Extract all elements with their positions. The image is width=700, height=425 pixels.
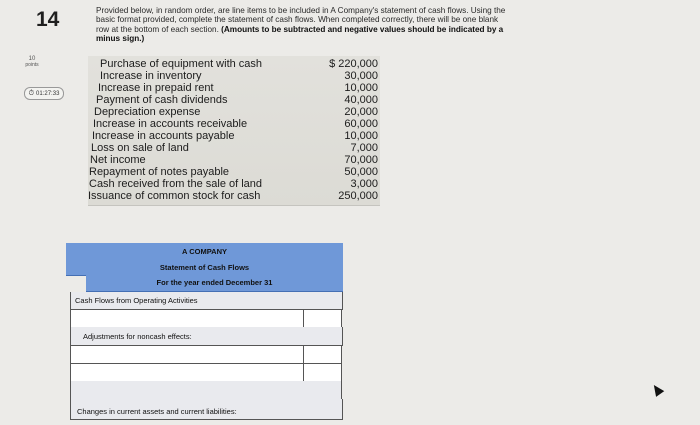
line-item-label: Issuance of common stock for cash — [88, 190, 261, 202]
statement-period: For the year ended December 31 — [86, 275, 343, 292]
statement-company: A COMPANY — [66, 243, 343, 260]
line-item-value: 70,000 — [344, 154, 378, 166]
statement-input-row[interactable] — [70, 345, 342, 365]
amount-cell[interactable] — [303, 364, 304, 382]
instructions-emphasis: (Amounts to be subtracted and negative values should be indicated by a — [221, 24, 504, 34]
points-value: 10 — [28, 56, 36, 62]
line-item-value: 3,000 — [350, 178, 378, 190]
instructions-emphasis: minus sign.) — [96, 34, 145, 44]
line-item-value: 20,000 — [344, 106, 378, 118]
line-item-value: 7,000 — [350, 142, 378, 154]
line-item-value: 30,000 — [344, 70, 378, 82]
question-number: 14 — [36, 8, 60, 31]
line-item-label: Depreciation expense — [94, 106, 201, 118]
line-item-value: 10,000 — [344, 82, 378, 94]
instructions-line — [96, 25, 686, 34]
line-item-label: Increase in inventory — [100, 70, 202, 82]
line-item-value: 40,000 — [344, 94, 378, 106]
line-item-label: Loss on sale of land — [91, 142, 189, 154]
line-item-value: $ 220,000 — [329, 58, 378, 70]
line-item-value: 60,000 — [344, 118, 378, 130]
line-item-label: Increase in accounts receivable — [93, 118, 248, 130]
statement-of-cash-flows — [66, 243, 343, 422]
statement-title: Statement of Cash Flows — [66, 259, 343, 276]
amount-cell[interactable] — [303, 310, 304, 327]
instructions-line: Provided below, in random order, are line items to be included in A Company's statement of cash flows. Using the — [96, 6, 506, 15]
line-item-label: Purchase of equipment with cash — [100, 58, 263, 70]
section-noncash-label: Adjustments for noncash effects: — [70, 327, 343, 346]
line-item-label: Cash received from the sale of land — [89, 178, 263, 190]
line-item-label: Increase in accounts payable — [92, 130, 235, 142]
line-item-label: Net income — [90, 154, 146, 166]
line-item-label: Repayment of notes payable — [89, 166, 230, 178]
instructions — [96, 6, 686, 44]
instructions-line — [96, 34, 686, 43]
amount-cell[interactable] — [303, 346, 304, 364]
instructions-text: row at the bottom of each section. — [96, 24, 222, 34]
instructions-line: basic format provided, complete the statement of cash flows. When completed correctly, there will be one blank — [96, 15, 499, 25]
section-changes-label: Changes in current assets and current liabilities: — [70, 399, 343, 420]
blank-row — [70, 381, 342, 400]
points-indicator — [18, 56, 46, 68]
mouse-cursor-icon — [650, 382, 665, 397]
timer-badge[interactable] — [24, 87, 64, 100]
statement-input-row[interactable] — [70, 309, 342, 328]
line-item-label: Payment of cash dividends — [96, 94, 228, 106]
divider — [88, 205, 380, 206]
statement-input-row[interactable] — [70, 363, 342, 383]
timer-text: 01:27:33 — [36, 91, 60, 97]
stopwatch-icon: ⏱ — [28, 90, 35, 97]
line-item-value: 10,000 — [344, 130, 378, 142]
line-item-value: 50,000 — [344, 166, 378, 178]
section-operating-label: Cash Flows from Operating Activities — [70, 292, 343, 310]
line-items-table — [88, 56, 380, 205]
points-label: points — [25, 62, 39, 68]
line-item-value: 250,000 — [338, 190, 378, 202]
line-item-label: Increase in prepaid rent — [98, 82, 214, 94]
